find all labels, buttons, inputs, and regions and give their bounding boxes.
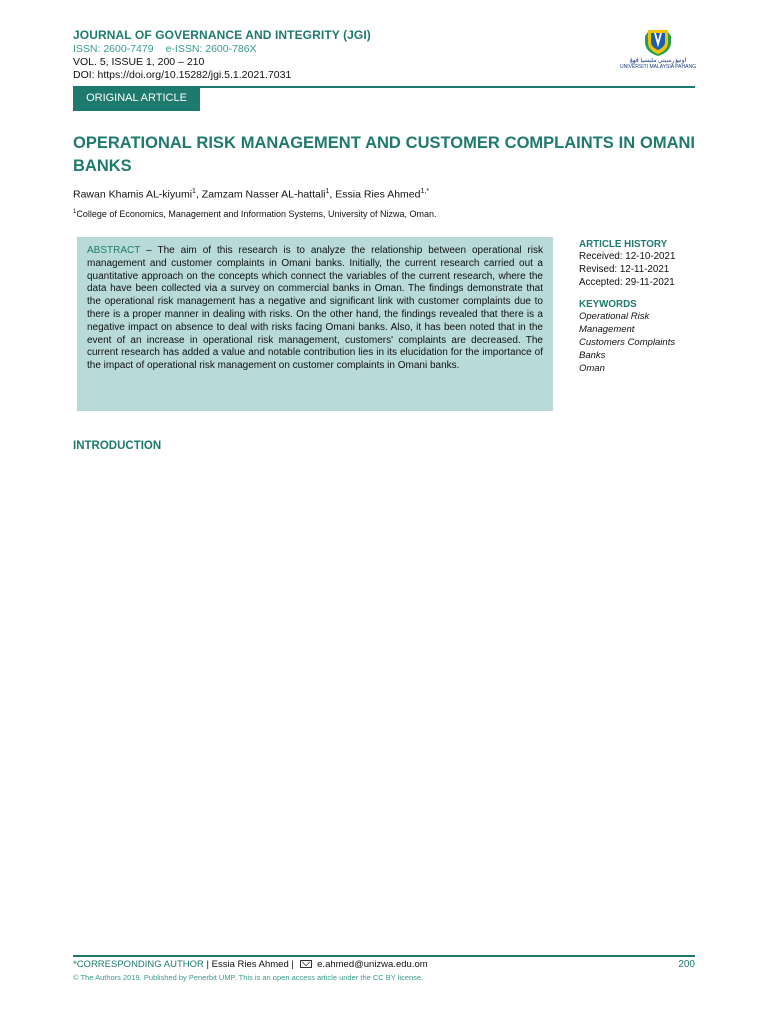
eissn: e-ISSN: 2600-786X (165, 43, 257, 55)
logo-caption (618, 58, 698, 70)
keyword: Banks (579, 349, 606, 361)
corresponding-author-label: *CORRESPONDING AUTHOR (73, 959, 204, 970)
received-date: Received: 12-10-2021 (579, 251, 676, 262)
author-name: Zamzam Nasser AL-hattali (201, 188, 326, 201)
abstract-label: ABSTRACT (87, 245, 141, 256)
accepted-date: Accepted: 29-11-2021 (579, 276, 675, 288)
affiliation (73, 206, 673, 220)
footer-divider (73, 955, 695, 957)
article-title: OPERATIONAL RISK MANAGEMENT AND CUSTOMER COMPLAINTS IN OMANI BANKS (73, 134, 695, 175)
copyright-notice: © The Authors 2019. Published by Penerbit UMP. This is an open access article under the CC BY license. (73, 973, 424, 982)
journal-header (73, 28, 633, 82)
issn: ISSN: 2600-7479 (73, 43, 154, 55)
revised-date: Revised: 12-11-2021 (579, 263, 670, 275)
doi[interactable]: DOI: https://doi.org/10.15282/jgi.5.1.2021.7031 (73, 69, 292, 81)
affiliation-text: College of Economics, Management and Information Systems, University of Nizwa, Oman. (76, 209, 437, 219)
article-type-badge: ORIGINAL ARTICLE (73, 86, 200, 111)
corresponding-author-name: | Essia Ries Ahmed | (206, 959, 294, 970)
author-name: Essia Ries Ahmed (335, 188, 421, 201)
mail-icon (300, 960, 312, 968)
abstract-text: – The aim of this research is to analyze the relationship between operational risk management and customer complaints in Omani banks. Initially, the current research carried out a quantitative approach on the concepts which connect the variables of the current research, where the data have been collected via a survey on commercial banks in Oman. The findings demonstrate that the operational risk management has a negative and significant link with customer complaints due to there is a proper manner in dealing with risks. On the other hand, the findings revealed that there is a negative impact on absence to deal with risks facing Omani banks. Also, it has been noted that in the event of an increase in operational risk management, customers' complaints are decreased. The current research has added a value and notable contribution lies in its elucidation for the importance of the impact of operational risk management on customer complaints in Omani banks. (87, 245, 543, 372)
logo-latin-text: UNIVERSITI MALAYSIA PAHANG (620, 64, 696, 70)
author-list: Rawan Khamis AL-kiyumi$^1$, Zamzam Nasser AL-hattali$^1$, Essia Ries Ahmed$^{1,*}$ (73, 188, 430, 201)
issn-line (73, 43, 633, 56)
affiliation-mark: 1 (73, 209, 77, 215)
volume-info: VOL. 5, ISSUE 1, 200 – 210 (73, 56, 205, 68)
author-name: Rawan Khamis AL-kiyumi (73, 188, 193, 201)
author-affiliation-mark: 1,* (420, 188, 430, 195)
author-affiliation-mark: 1 (325, 188, 330, 195)
corresponding-author-line (73, 959, 695, 971)
article-sidebar (579, 238, 699, 375)
keyword: Operational Risk (579, 311, 650, 323)
page-number: 200 (678, 959, 695, 970)
keyword: Customers Complaints (579, 336, 676, 348)
abstract-paragraph (87, 245, 543, 373)
author-affiliation-mark: 1 (192, 188, 196, 195)
corresponding-email[interactable]: e.ahmed@unizwa.edu.om (317, 959, 428, 970)
introduction-heading: INTRODUCTION (73, 440, 162, 452)
journal-title: JOURNAL OF GOVERNANCE AND INTEGRITY (JGI) (73, 28, 371, 42)
article-history-heading: ARTICLE HISTORY (579, 239, 668, 250)
keyword: Management (579, 324, 635, 336)
keywords-heading: KEYWORDS (579, 299, 637, 311)
logo-arabic-text: اونيۏرسيتي مليسيا ڤهڠ (629, 58, 687, 64)
keyword: Oman (579, 362, 605, 374)
abstract-box (77, 237, 553, 411)
keywords-list (579, 311, 699, 375)
